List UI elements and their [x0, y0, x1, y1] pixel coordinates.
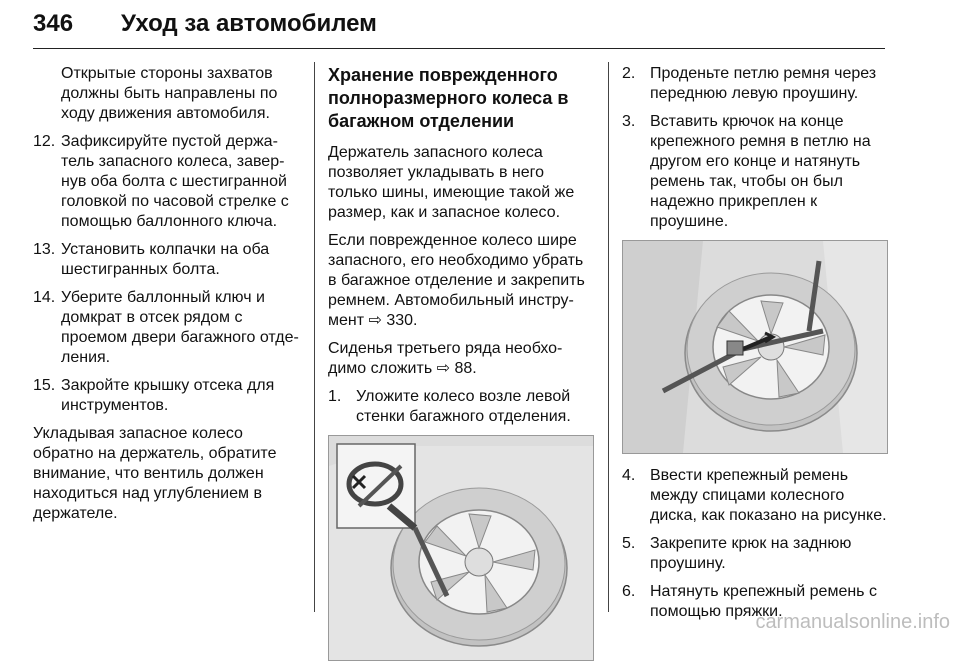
- section-heading: Хранение поврежденного полноразмерного колеса в багажном отделении: [328, 65, 569, 131]
- header-divider: [33, 48, 885, 49]
- page-header: [33, 4, 885, 48]
- step-text: Вставить крючок на конце крепежного ремня в петлю на другом его конце и натянуть ремень так, чтобы он был надежно прикреплен к проушине.: [650, 113, 871, 230]
- step-12: [33, 132, 303, 232]
- page-title: Уход за автомобилем: [121, 10, 377, 37]
- step-number: 2.: [622, 65, 636, 82]
- paragraph-2: Если поврежденное колесо шире запасного, его необходимо убрать в багажное отделение и закрепить ремнем. Автомобильный инстру-мент ⇨ 330.: [328, 232, 585, 329]
- column-2: [328, 64, 594, 661]
- step-14: [33, 288, 303, 368]
- step-13: [33, 240, 303, 280]
- strap-through-spokes-illustration: [622, 240, 888, 454]
- watermark: carmanualsonline.info: [755, 611, 950, 633]
- page-number: 346: [33, 10, 74, 37]
- wheel-illustration-svg: [329, 436, 593, 660]
- column-divider-right: [608, 62, 609, 612]
- step-11-continuation: Открытые стороны захватов должны быть направлены по ходу движения автомобиля.: [61, 65, 278, 122]
- step-text: Закройте крышку отсека для инструментов.: [61, 377, 275, 414]
- step-number: 15.: [33, 377, 56, 394]
- step-text: Натянуть крепежный ремень с помощью пряжки.: [650, 583, 877, 620]
- step-3: [622, 112, 890, 232]
- step-number: 3.: [622, 113, 636, 130]
- step-5: [622, 534, 890, 574]
- step-number: 14.: [33, 289, 56, 306]
- strap-illustration-svg: [623, 241, 887, 453]
- step-text: Установить колпачки на оба шестигранных болта.: [61, 241, 270, 278]
- step-text: Уберите баллонный ключ и домкрат в отсек рядом с проемом двери багажного отде-ления.: [61, 289, 299, 366]
- step-number: 6.: [622, 583, 636, 600]
- step-number: 13.: [33, 241, 56, 258]
- step-1: [328, 387, 594, 427]
- step-2: [622, 64, 890, 104]
- step-text: Зафиксируйте пустой держа-тель запасного колеса, завер-нув оба болта с шестигранной головкой по часовой стрелке с помощью баллонного ключа.: [61, 133, 289, 230]
- step-text: Ввести крепежный ремень между спицами колесного диска, как показано на рисунке.: [650, 467, 887, 524]
- step-15: [33, 376, 303, 416]
- paragraph-3: Сиденья третьего ряда необхо-димо сложить ⇨ 88.: [328, 340, 563, 377]
- step-number: 1.: [328, 388, 342, 405]
- step-number: 5.: [622, 535, 636, 552]
- note-paragraph: Укладывая запасное колесо обратно на держатель, обратите внимание, что вентиль должен находиться над углублением в держателе.: [33, 425, 277, 522]
- step-number: 12.: [33, 133, 56, 150]
- step-number: 4.: [622, 467, 636, 484]
- wheel-in-trunk-illustration: [328, 435, 594, 661]
- step-text: Уложите колесо возле левой стенки багажного отделения.: [356, 388, 571, 425]
- step-4: [622, 466, 890, 526]
- paragraph-1: Держатель запасного колеса позволяет укладывать в него только шины, имеющие такой же размер, как и запасное колесо.: [328, 144, 575, 221]
- column-divider-left: [314, 62, 315, 612]
- column-3: [622, 64, 890, 630]
- step-text: Закрепите крюк на заднюю проушину.: [650, 535, 852, 572]
- column-1: [33, 64, 303, 532]
- step-text: Проденьте петлю ремня через переднюю левую проушину.: [650, 65, 877, 102]
